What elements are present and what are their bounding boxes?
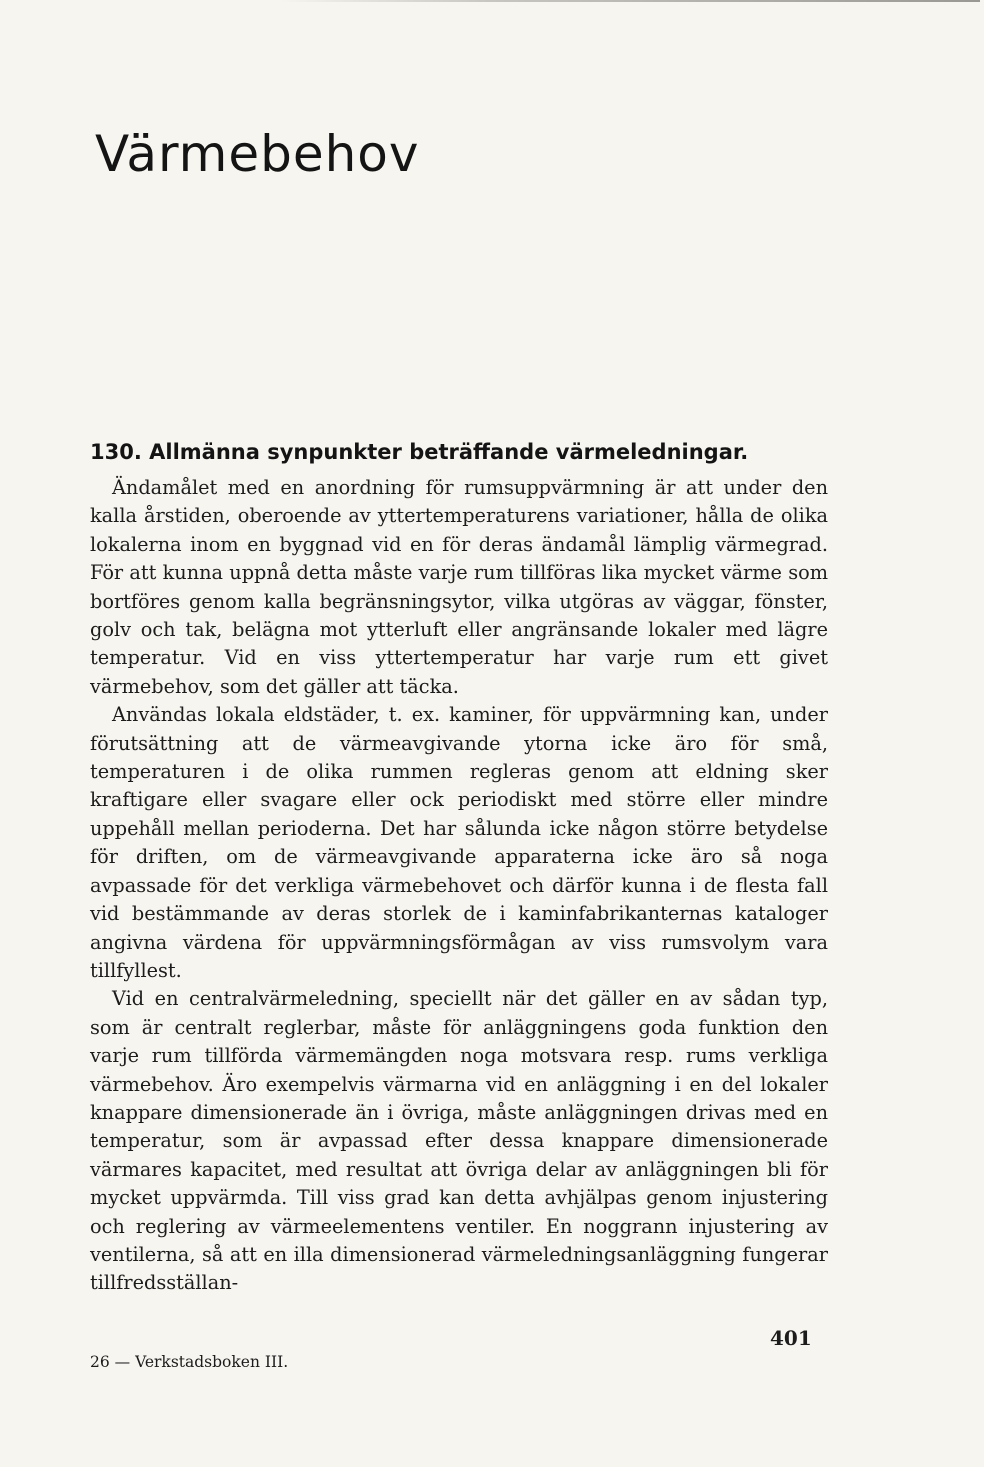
- section-heading: 130. Allmänna synpunkter beträffande värmeledningar.: [90, 440, 749, 464]
- top-edge-rule: [280, 0, 980, 2]
- paragraph: Ändamålet med en anordning för rumsuppvärmning är att under den kalla årstiden, oberoende av yttertemperaturens variationer, hålla de olika lokalerna inom en byggnad vid en för deras ändamål lämplig värmegrad. För att kunna uppnå detta måste varje rum tillföras lika mycket värme som bortföres genom kalla begränsningsytor, vilka utgöras av väggar, fönster, golv och tak, belägna mot ytterluft eller angränsande lokaler med lägre temperatur. Vid en viss yttertemperatur har varje rum ett givet värmebehov, som det gäller att täcka.: [90, 476, 828, 698]
- paragraph: Vid en centralvärmeledning, speciellt när det gäller en av sådan typ, som är centralt reglerbar, måste för anläggningens goda funktion den varje rum tillförda värmemängden noga motsvara resp. rums verkliga värmebehov. Äro exempelvis värmarna vid en anläggning i en del lokaler knappare dimensionerade än i övriga, måste anläggningen drivas med en temperatur, som är avpassad efter dessa knappare dimensionerade värmares kapacitet, med resultat att övriga delar av anläggningen bli för mycket uppvärmda. Till viss grad kan detta avhjälpas genom injustering och reglering av värmeelementens ventiler. En noggrann injustering av ventilerna, så att en illa dimensionerad värmeledningsanläggning fungerar tillfredsställan-: [90, 987, 828, 1295]
- body-text: [90, 474, 828, 1298]
- chapter-title: Värmebehov: [95, 125, 420, 183]
- footer-signature: 26 — Verkstadsboken III.: [90, 1353, 289, 1371]
- paragraph: Användas lokala eldstäder, t. ex. kaminer, för uppvärmning kan, under förutsättning att de värmeavgivande ytorna icke äro för små, temperaturen i de olika rummen regleras genom att eldning sker kraftigare eller svagare eller ock periodiskt med större eller mindre uppehåll mellan perioderna. Det har sålunda icke någon större betydelse för driften, om de värmeavgivande apparaterna icke äro så noga avpassade för det verkliga värmebehovet och därför kunna i de flesta fall vid bestämmande av deras storlek de i kaminfabrikanternas kataloger angivna värdena för uppvärmningsförmågan av viss rumsvolym vara tillfyllest.: [90, 703, 828, 982]
- page-number: 401: [770, 1326, 812, 1350]
